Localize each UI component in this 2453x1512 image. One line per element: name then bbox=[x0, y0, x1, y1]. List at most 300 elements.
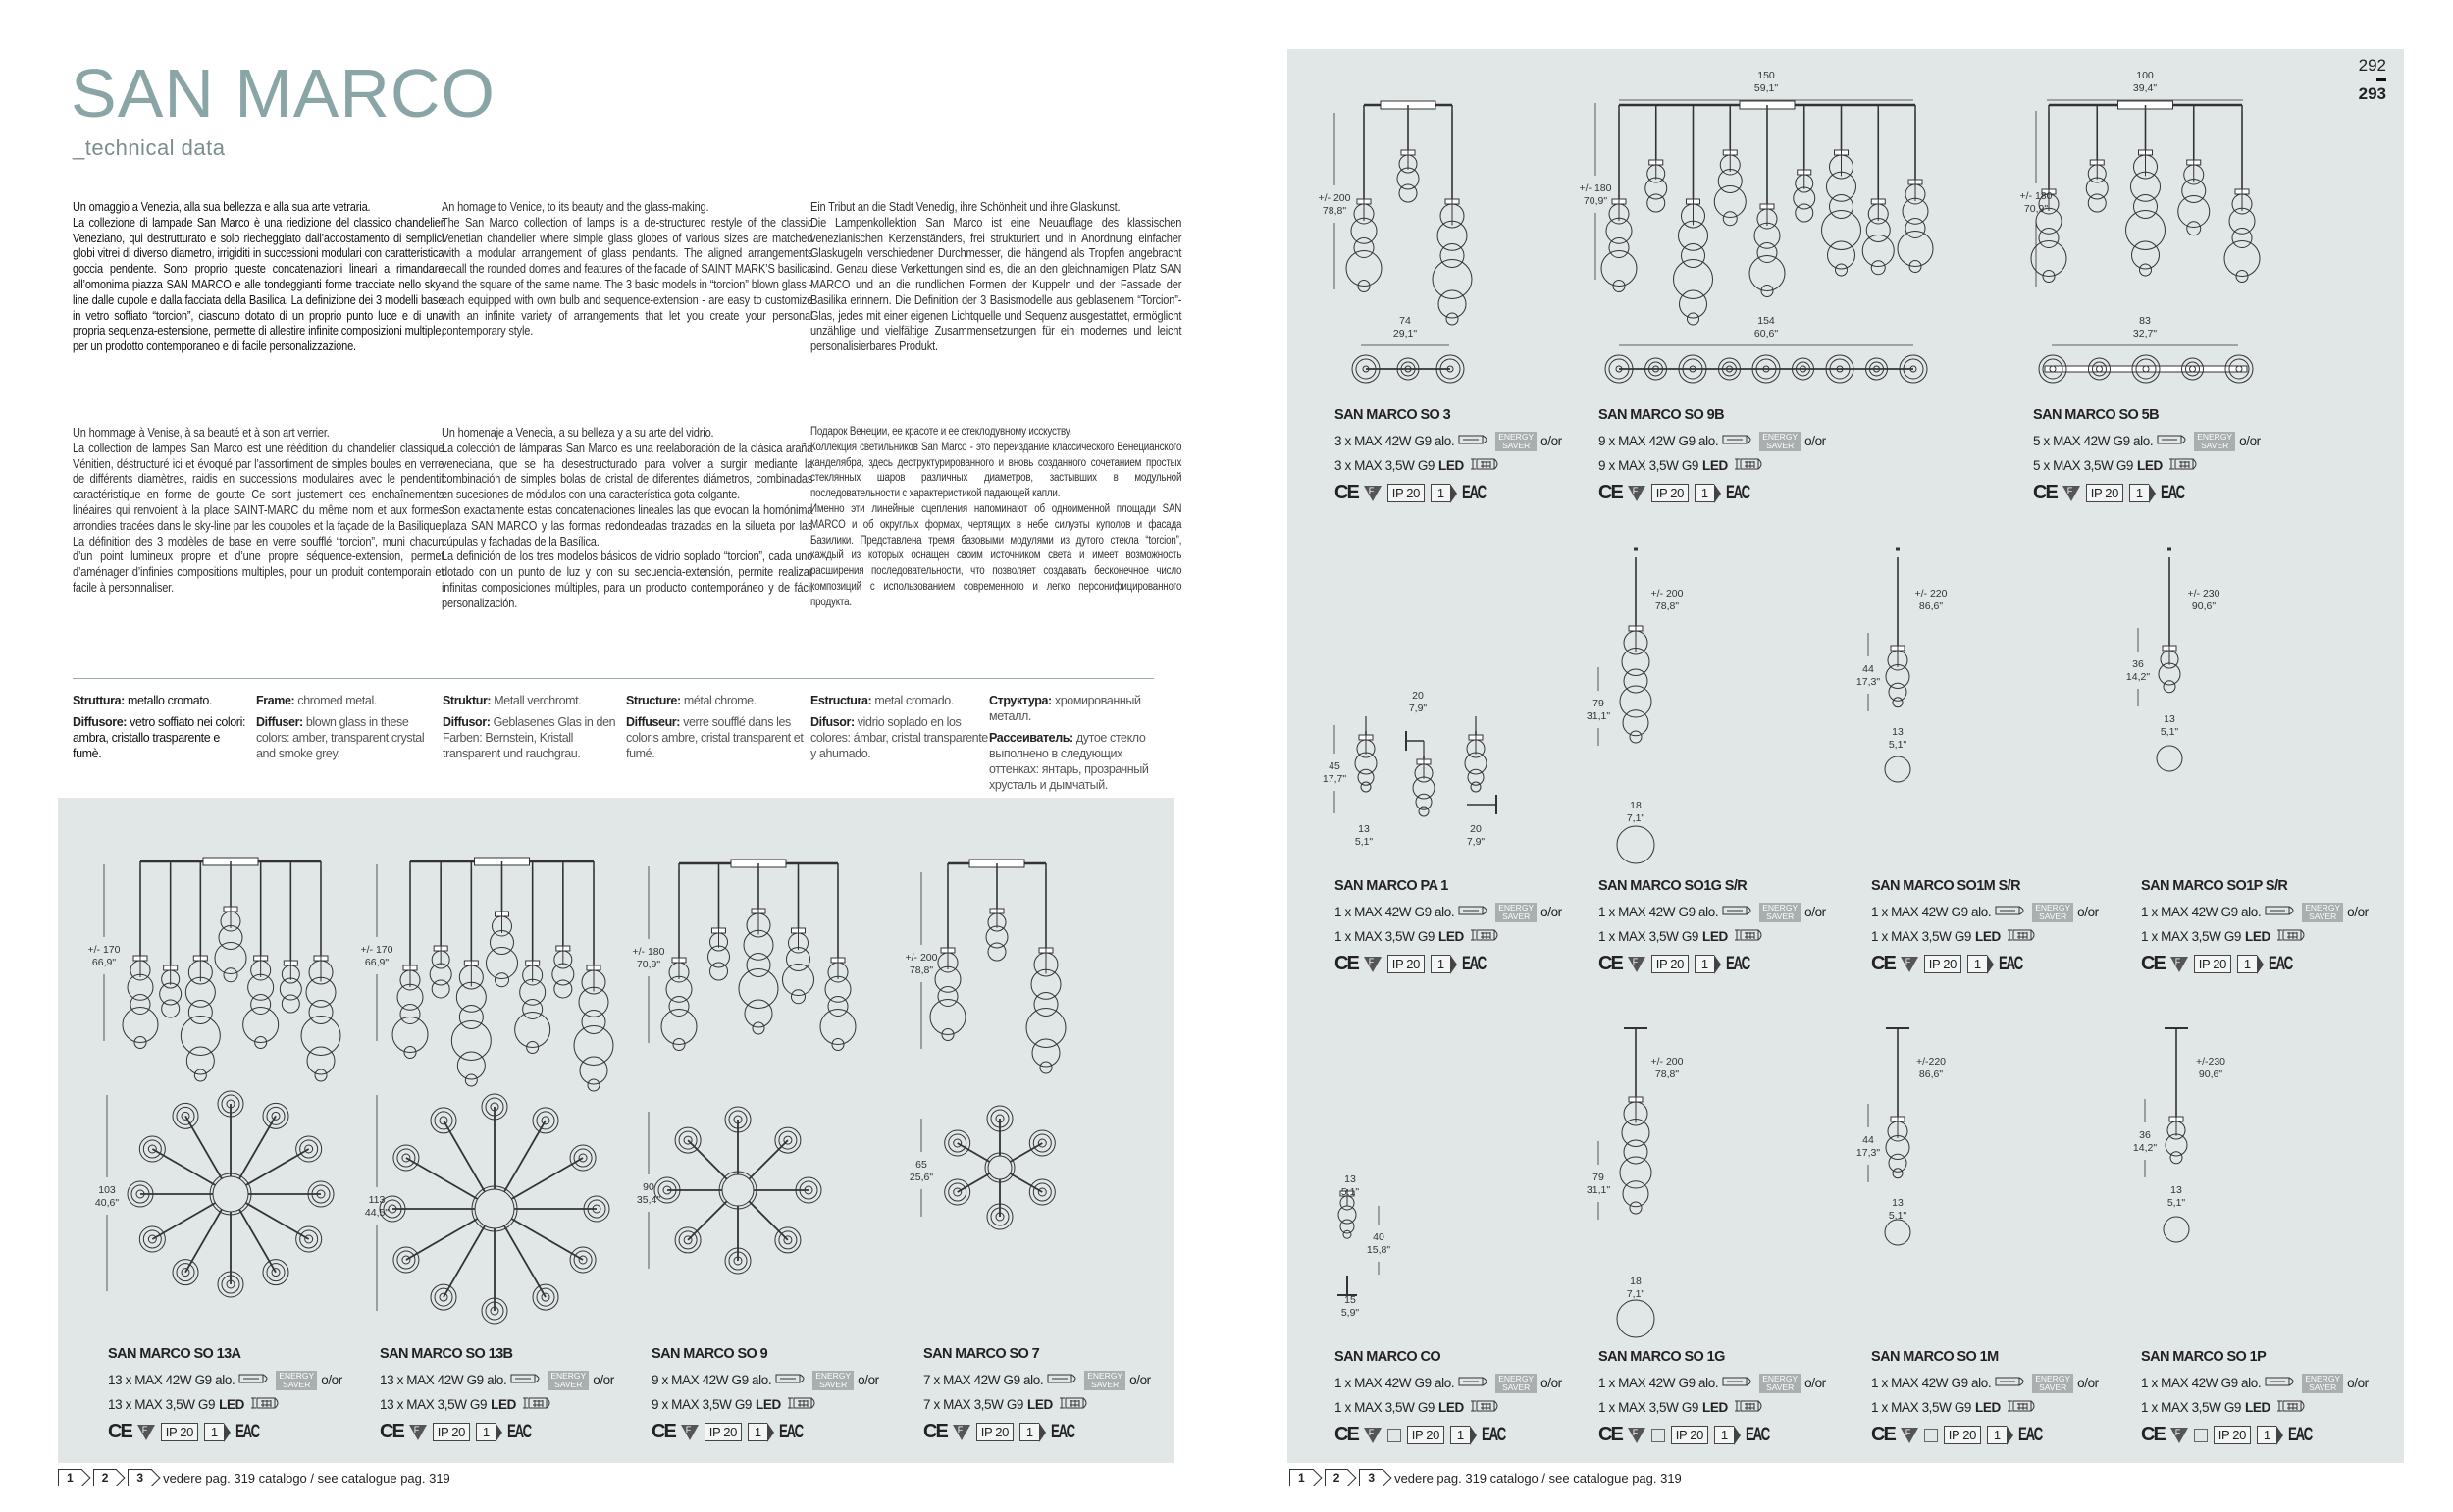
product-name: SAN MARCO SO1M S/R bbox=[1871, 878, 2020, 894]
dimension-inches: 5,1" bbox=[1888, 1210, 1907, 1222]
f-mark-text: F bbox=[1905, 956, 1910, 966]
eac-mark-icon: EAC bbox=[1481, 1424, 1505, 1445]
bottom-view-circle bbox=[1617, 826, 1654, 863]
energy-saver-badge bbox=[1084, 1371, 1125, 1390]
glass-bead bbox=[1905, 219, 1925, 238]
description-lead: Un omaggio a Venezia, alla sua bellezza e alla sua arte vetraria. bbox=[73, 199, 371, 214]
dimension-value: 83 bbox=[2139, 315, 2151, 327]
glass-bead bbox=[1796, 204, 1813, 222]
dimension-inches: 7,1" bbox=[1626, 812, 1645, 824]
badge-text: SAVER bbox=[1766, 440, 1795, 450]
f-mark-text: F bbox=[957, 1424, 963, 1434]
glass-bead bbox=[219, 926, 242, 950]
central-hub bbox=[472, 1186, 517, 1231]
or-label: o/or bbox=[1804, 434, 1826, 448]
product-name: SAN MARCO SO 1M bbox=[1871, 1349, 1999, 1365]
product-name: SAN MARCO SO 9 bbox=[652, 1346, 768, 1362]
ce-mark-icon: CE bbox=[1871, 953, 1895, 974]
glass-bead bbox=[552, 964, 574, 985]
insulation-class: 1 bbox=[1450, 1426, 1470, 1444]
dimension-inches: 86,6" bbox=[1918, 600, 1944, 612]
glass-bead bbox=[783, 965, 814, 996]
or-label: o/or bbox=[1540, 434, 1562, 448]
step-3: 3 bbox=[1359, 1469, 1383, 1486]
halogen-bulb-icon bbox=[1722, 434, 1755, 448]
glass-bead bbox=[1358, 769, 1374, 785]
ce-mark-icon: CE bbox=[108, 1421, 131, 1442]
led-label: LED bbox=[1702, 929, 1728, 944]
glass-bead bbox=[306, 977, 336, 1007]
dimension-inches: 86,6" bbox=[1918, 1069, 1944, 1080]
halogen-spec: 1 x MAX 42W G9 alo. bbox=[1334, 1376, 1455, 1390]
ce-mark-icon: CE bbox=[1334, 482, 1358, 503]
ce-mark-icon: CE bbox=[1598, 953, 1622, 974]
led-bulb-icon bbox=[1468, 928, 1501, 945]
product-spec bbox=[108, 1346, 373, 1443]
product-name: SAN MARCO PA 1 bbox=[1334, 878, 1448, 894]
f-mark-icon bbox=[409, 1425, 427, 1440]
description-lead: Un homenaje a Venecia, a su belleza y a su arte del vidrio. bbox=[442, 425, 714, 440]
product-name: SAN MARCO SO1G S/R bbox=[1598, 878, 1748, 894]
glass-bead bbox=[185, 977, 215, 1007]
material-value: métal chrome. bbox=[683, 694, 757, 707]
glass-bead bbox=[520, 979, 546, 1005]
energy-saver-badge bbox=[1495, 903, 1537, 922]
drawing-line bbox=[239, 1210, 276, 1273]
glass-bead bbox=[430, 964, 451, 985]
description-lead: Un hommage à Venise, à sa beauté et à son art verrier. bbox=[73, 425, 330, 440]
glass-bead bbox=[582, 1011, 605, 1034]
glass-bead bbox=[1903, 198, 1928, 224]
dimension-value: +/- 200 bbox=[1650, 588, 1684, 600]
product-spec bbox=[1334, 1349, 1599, 1446]
dimension-inches: 5,1" bbox=[1888, 739, 1907, 751]
halogen-spec: 13 x MAX 42W G9 alo. bbox=[108, 1373, 235, 1387]
energy-saver-badge bbox=[1495, 1374, 1537, 1393]
or-label: o/or bbox=[2347, 905, 2369, 919]
dimension-value: 13 bbox=[1892, 1197, 1904, 1209]
dimension-value: 20 bbox=[1412, 690, 1424, 702]
material-value: metal cromado. bbox=[874, 694, 954, 707]
insulation-class: 1 bbox=[2237, 955, 2257, 973]
insulation-class: 1 bbox=[1987, 1426, 2007, 1444]
material-value: Geblasenes Glas in den Farben: Bernstein, Kristall transparent und rauchgrau. bbox=[443, 715, 616, 760]
dimension-value: 74 bbox=[1399, 315, 1411, 327]
ce-mark-icon: CE bbox=[1334, 953, 1358, 974]
step-1: 1 bbox=[1289, 1469, 1314, 1486]
drawing-line bbox=[246, 1203, 309, 1239]
dimension-inches: 70,9" bbox=[1583, 195, 1608, 207]
drawing-line bbox=[246, 1149, 309, 1185]
material-label: Estructura: bbox=[810, 694, 872, 707]
glass-bead bbox=[828, 997, 848, 1017]
glass-bead bbox=[1032, 1039, 1060, 1067]
description-body: Коллекция светильников San Marco - это переиздание классического Венецианского канделябра, здесь деструктурированного и вновь созданного сочетанием простых стеклянных шаров различных диаметров, застывших в модульной последовательности с характеристикой падающей капли. bbox=[810, 441, 1182, 500]
glass-bead bbox=[2232, 229, 2252, 248]
glass-bead bbox=[1040, 1062, 1052, 1073]
material-label: Diffusor: bbox=[443, 715, 491, 729]
glass-bead bbox=[397, 984, 423, 1010]
central-hub bbox=[985, 1153, 1015, 1182]
glass-bead bbox=[1828, 241, 1855, 269]
glass-bead bbox=[579, 987, 608, 1017]
f-mark-text: F bbox=[1368, 956, 1374, 966]
glass-bead bbox=[1343, 1230, 1351, 1238]
halogen-spec: 1 x MAX 42W G9 alo. bbox=[1598, 1376, 1719, 1390]
dimension-inches: 60,6" bbox=[1753, 328, 1779, 339]
badge-text: ENERGY bbox=[1498, 902, 1535, 912]
dimension-inches: 44,5" bbox=[364, 1207, 390, 1219]
dimension-inches: 7,9" bbox=[1408, 703, 1428, 714]
glass-bead bbox=[181, 1017, 220, 1056]
glass-bead bbox=[753, 1022, 764, 1034]
glass-bead bbox=[2229, 208, 2255, 234]
footer-reference: vedere pag. 319 catalogo / see catalogue pag. 319 bbox=[163, 1470, 450, 1486]
glass-bead bbox=[128, 974, 153, 1000]
dimension-value: +/-220 bbox=[1915, 1056, 1947, 1068]
central-hub bbox=[475, 1189, 514, 1228]
led-label: LED bbox=[2245, 1400, 2270, 1415]
badge-text: SAVER bbox=[1766, 911, 1795, 921]
ip-rating: IP 20 bbox=[1387, 955, 1425, 973]
led-label: LED bbox=[1975, 929, 2001, 944]
eac-mark-icon: EAC bbox=[2017, 1424, 2042, 1445]
badge-text: ENERGY bbox=[1762, 902, 1799, 912]
led-bulb-icon bbox=[1732, 1399, 1765, 1416]
drawing-line bbox=[152, 1203, 215, 1239]
glass-bead bbox=[451, 1021, 491, 1061]
glass-bead bbox=[280, 978, 301, 1000]
led-bulb-icon bbox=[785, 1396, 818, 1413]
ip-rating: IP 20 bbox=[2214, 1426, 2251, 1444]
material-label: Diffusore: bbox=[73, 715, 128, 729]
glass-bead bbox=[1680, 290, 1707, 318]
glass-bead bbox=[457, 1052, 485, 1079]
eac-mark-icon: EAC bbox=[1998, 953, 2022, 974]
dimension-value: +/- 200 bbox=[1318, 192, 1351, 204]
glass-bead bbox=[194, 1069, 206, 1081]
glass-bead bbox=[1622, 1120, 1649, 1147]
glass-bead bbox=[554, 980, 572, 998]
step-1: 1 bbox=[58, 1469, 82, 1486]
glass-bead bbox=[708, 946, 730, 967]
dimension-inches: 40,6" bbox=[94, 1197, 120, 1209]
glass-bead bbox=[1836, 264, 1848, 276]
dimension-inches: 14,2" bbox=[2132, 1142, 2158, 1154]
halogen-bulb-icon bbox=[1047, 1373, 1080, 1387]
glass-bead bbox=[1620, 1157, 1651, 1188]
badge-text: SAVER bbox=[554, 1379, 583, 1389]
glass-bead bbox=[1794, 187, 1815, 209]
led-bulb-icon bbox=[2166, 457, 2200, 474]
led-spec: 1 x MAX 3,5W G9 bbox=[1334, 929, 1435, 944]
glass-bead bbox=[1601, 251, 1637, 287]
halogen-spec: 7 x MAX 42W G9 alo. bbox=[923, 1373, 1044, 1387]
glass-bead bbox=[1624, 669, 1647, 693]
dimension-value: 13 bbox=[2164, 713, 2175, 725]
badge-text: ENERGY bbox=[1762, 1373, 1799, 1383]
dimension-inches: 25,6" bbox=[909, 1172, 934, 1183]
dimension-value: 18 bbox=[1630, 800, 1642, 811]
material-value: Metall verchromt. bbox=[494, 694, 582, 707]
product-spec bbox=[1334, 407, 1599, 504]
product-name: SAN MARCO SO 1G bbox=[1598, 1349, 1725, 1365]
led-label: LED bbox=[2245, 929, 2270, 944]
glass-bead bbox=[130, 995, 150, 1015]
halogen-spec: 1 x MAX 42W G9 alo. bbox=[1871, 1376, 1992, 1390]
glass-bead bbox=[1830, 195, 1853, 219]
dimension-value: 65 bbox=[915, 1159, 927, 1171]
step-3: 3 bbox=[128, 1469, 152, 1486]
led-spec: 9 x MAX 3,5W G9 bbox=[1598, 458, 1699, 473]
badge-text: SAVER bbox=[1502, 440, 1531, 450]
eac-mark-icon: EAC bbox=[1050, 1421, 1074, 1442]
glass-bead bbox=[1674, 260, 1713, 299]
badge-text: ENERGY bbox=[2197, 431, 2233, 442]
insulation-class: 1 bbox=[748, 1423, 767, 1441]
product-name: SAN MARCO SO 3 bbox=[1334, 407, 1451, 423]
eac-mark-icon: EAC bbox=[1745, 1424, 1769, 1445]
f-mark-text: F bbox=[141, 1424, 147, 1434]
glass-bead bbox=[787, 948, 810, 971]
glass-bead bbox=[739, 969, 778, 1009]
glass-bead bbox=[666, 976, 692, 1002]
glass-bead bbox=[2140, 264, 2152, 276]
glass-bead bbox=[1630, 731, 1642, 743]
insulation-class: 1 bbox=[2257, 1426, 2276, 1444]
glass-bead bbox=[2131, 172, 2161, 201]
badge-text: ENERGY bbox=[1498, 431, 1535, 442]
led-bulb-icon bbox=[1057, 1396, 1090, 1413]
drawing-line bbox=[152, 1149, 215, 1185]
dimension-inches: 7,1" bbox=[1626, 1288, 1645, 1300]
glass-bead bbox=[1714, 186, 1746, 218]
glass-bead bbox=[1433, 260, 1472, 299]
glass-bead bbox=[523, 1000, 543, 1019]
eac-mark-icon: EAC bbox=[235, 1421, 259, 1442]
drawing-line bbox=[185, 1116, 222, 1178]
glass-bead bbox=[1031, 969, 1061, 999]
glass-bead bbox=[669, 997, 689, 1017]
insulation-class: 1 bbox=[1967, 955, 1987, 973]
halogen-spec: 1 x MAX 42W G9 alo. bbox=[1334, 905, 1455, 919]
ip-rating: IP 20 bbox=[1651, 955, 1689, 973]
energy-saver-badge bbox=[1759, 1374, 1801, 1393]
footer-reference: vedere pag. 319 catalogo / see catalogue pag. 319 bbox=[1394, 1470, 1682, 1486]
glass-bead bbox=[2132, 241, 2160, 269]
f-mark-icon bbox=[2062, 486, 2080, 501]
glass-bead bbox=[465, 1074, 477, 1086]
badge-text: SAVER bbox=[2309, 911, 2337, 921]
glass-bead bbox=[1682, 244, 1705, 268]
glass-bead bbox=[282, 995, 299, 1013]
glass-bead bbox=[1871, 261, 1885, 275]
material-label: Diffuseur: bbox=[626, 715, 681, 729]
f-mark-icon bbox=[1628, 1428, 1645, 1443]
glass-bead bbox=[491, 931, 514, 955]
badge-text: SAVER bbox=[2309, 1382, 2337, 1392]
glass-bead bbox=[1718, 170, 1742, 193]
led-spec: 7 x MAX 3,5W G9 bbox=[923, 1397, 1024, 1412]
description-body: La collezione di lampade San Marco è una riedizione del classico chandelier Veneziano, qui destrutturato e solo riecheggiato dall’accostamento di semplici globi vitrei di diverso diametro, irrigiditi in successioni modulari con caratteristica goccia pendente. Sono proprio queste concatenazioni lineari a rimandare all’omonima piazza SAN MARCO e alle tondeggianti forme tracciate nello sky-line dalle cupole e dalla facciata della Basilica. La definizione dei 3 modelli base in vetro soffiato “torcion”, ciascuno dotato di un proprio punto luce e di una propria sequenza-estensione, permette di allestire infinite composizioni multiple, per un prodotto contemporaneo e di facile personalizzazione. bbox=[73, 214, 444, 354]
glass-bead bbox=[2134, 195, 2158, 219]
f-mark-text: F bbox=[2174, 1427, 2180, 1437]
dimension-value: 13 bbox=[1344, 1173, 1356, 1185]
glass-bead bbox=[1340, 1220, 1354, 1233]
glass-bead bbox=[2088, 194, 2106, 212]
description-body: The San Marco collection of lamps is a de-structured restyle of the classic Venetian chandelier where simple glass globes of various sizes are matched with a modular arrangement of glass pendants. The aligned arrangements recall the rounded domes and features of the facade of SAINT MARK’S basilica and the square of the same name. The 3 basic models in “torcion” blown glass - each equipped with own bulb and sequence-extension - are easy to customize with an infinite variety of arrangements that let you create your personal contemporary style. bbox=[442, 214, 813, 339]
class-ii-square-icon bbox=[2194, 1429, 2208, 1442]
f-mark-icon bbox=[1364, 486, 1382, 501]
led-label: LED bbox=[1438, 929, 1464, 944]
halogen-spec: 9 x MAX 42W G9 alo. bbox=[652, 1373, 772, 1387]
glass-bead bbox=[574, 1026, 613, 1066]
eac-mark-icon: EAC bbox=[2268, 953, 2292, 974]
f-mark-icon bbox=[1628, 486, 1645, 501]
glass-bead bbox=[1886, 1136, 1909, 1160]
badge-text: ENERGY bbox=[550, 1370, 587, 1381]
halogen-bulb-icon bbox=[1458, 434, 1491, 448]
dimension-value: +/- 200 bbox=[1650, 1056, 1684, 1068]
dimension-value: 154 bbox=[1757, 315, 1775, 327]
product-name: SAN MARCO SO 7 bbox=[923, 1346, 1040, 1362]
halogen-bulb-icon bbox=[2265, 1376, 2298, 1390]
dimension-inches: 66,9" bbox=[364, 957, 390, 968]
dimension-value: 150 bbox=[1757, 70, 1775, 81]
f-mark-icon bbox=[2170, 1428, 2188, 1443]
eac-mark-icon: EAC bbox=[778, 1421, 803, 1442]
energy-saver-badge bbox=[2032, 903, 2073, 922]
energy-saver-badge bbox=[2302, 903, 2343, 922]
halogen-bulb-icon bbox=[2157, 434, 2190, 448]
description-lead: Ein Tribut an die Stadt Venedig, ihre Schönheit und ihre Glaskunst. bbox=[810, 199, 1121, 214]
material-label: Структура: bbox=[989, 694, 1052, 707]
glass-bead bbox=[2159, 663, 2180, 685]
halogen-bulb-icon bbox=[1995, 905, 2028, 919]
insulation-class: 1 bbox=[476, 1423, 496, 1441]
step-2: 2 bbox=[1325, 1469, 1349, 1486]
product-spec bbox=[2033, 407, 2298, 504]
eac-mark-icon: EAC bbox=[2287, 1424, 2312, 1445]
halogen-spec: 1 x MAX 42W G9 alo. bbox=[1871, 905, 1992, 919]
insulation-class: 1 bbox=[1431, 955, 1450, 973]
glass-bead bbox=[459, 1006, 483, 1029]
badge-text: SAVER bbox=[1502, 911, 1531, 921]
badge-text: ENERGY bbox=[2305, 902, 2341, 912]
f-mark-icon bbox=[1628, 957, 1645, 972]
led-label: LED bbox=[2137, 458, 2163, 473]
glass-bead bbox=[1886, 665, 1909, 689]
badge-text: ENERGY bbox=[2035, 902, 2071, 912]
product-name: SAN MARCO SO1P S/R bbox=[2141, 878, 2288, 894]
drawing-line bbox=[958, 1173, 990, 1192]
or-label: o/or bbox=[1804, 905, 1826, 919]
dimension-inches: 15,8" bbox=[1366, 1244, 1391, 1256]
energy-saver-badge bbox=[276, 1371, 317, 1390]
energy-saver-badge bbox=[1759, 903, 1801, 922]
product-spec bbox=[1334, 878, 1599, 975]
page-subtitle: _technical data bbox=[73, 135, 226, 160]
dimension-value: 36 bbox=[2132, 658, 2144, 670]
glass-bead bbox=[2187, 222, 2201, 235]
bottom-view-circle bbox=[1885, 756, 1910, 782]
glass-bead bbox=[309, 1001, 333, 1024]
drawing-line bbox=[239, 1116, 276, 1178]
glass-bead bbox=[188, 1001, 212, 1024]
ce-mark-icon: CE bbox=[652, 1421, 675, 1442]
glass-bead bbox=[2126, 211, 2166, 250]
badge-text: ENERGY bbox=[1498, 1373, 1535, 1383]
glass-bead bbox=[1893, 1169, 1903, 1178]
glass-bead bbox=[1866, 219, 1890, 242]
glass-bead bbox=[1034, 993, 1058, 1017]
drawing-line bbox=[749, 1201, 788, 1240]
energy-saver-badge bbox=[548, 1371, 589, 1390]
led-spec: 1 x MAX 3,5W G9 bbox=[1871, 929, 1972, 944]
dimension-value: 20 bbox=[1470, 823, 1482, 835]
glass-bead bbox=[938, 987, 958, 1007]
dimension-value: +/- 170 bbox=[87, 944, 121, 956]
led-label: LED bbox=[491, 1397, 516, 1412]
badge-text: SAVER bbox=[2039, 1382, 2067, 1392]
halogen-bulb-icon bbox=[1722, 905, 1755, 919]
halogen-spec: 1 x MAX 42W G9 alo. bbox=[2141, 1376, 2262, 1390]
description-body: La definición de los tres modelos básicos de vidrio soplado “torcion”, cada uno dotado con un punto de luz y con su secuencia-extensión, permite realizar infinitas composiciones múltiples, para un producto contemporáneo y de fácil personalización. bbox=[442, 548, 813, 610]
description-body: La colección de lámparas San Marco es una reelaboración de la clásica araña veneciana, que se ha desestructurado para volver a surgir mediante la combinación de simples bolas de cristal de diferentes diámetros, combinadas en sucesiones de módulos con una característica gota colgante. bbox=[442, 440, 813, 502]
bottom-view-circle bbox=[2157, 746, 2182, 771]
product-spec bbox=[1871, 878, 2136, 975]
f-mark-icon bbox=[1901, 1428, 1918, 1443]
insulation-class: 1 bbox=[1714, 1426, 1734, 1444]
material-label: Diffuser: bbox=[256, 715, 303, 729]
drawing-line bbox=[749, 1140, 788, 1179]
insulation-class: 1 bbox=[1431, 484, 1450, 502]
glass-bead bbox=[1630, 1202, 1642, 1214]
energy-saver-badge bbox=[2194, 432, 2235, 451]
led-spec: 13 x MAX 3,5W G9 bbox=[108, 1397, 216, 1412]
bottom-view-circle bbox=[1617, 1300, 1654, 1337]
or-label: o/or bbox=[1540, 1376, 1562, 1390]
glass-bead bbox=[1620, 686, 1651, 717]
glass-bead bbox=[710, 963, 728, 980]
glass-bead bbox=[935, 966, 961, 992]
rail-top-view bbox=[2045, 366, 2247, 372]
energy-saver-badge bbox=[1495, 432, 1537, 451]
glass-bead bbox=[1465, 753, 1487, 774]
class-ii-square-icon bbox=[1924, 1429, 1938, 1442]
glass-bead bbox=[1397, 168, 1419, 189]
glass-bead bbox=[1026, 1009, 1066, 1048]
glass-bead bbox=[1624, 1140, 1647, 1164]
dimension-inches: 31,1" bbox=[1586, 710, 1611, 722]
eac-mark-icon: EAC bbox=[2160, 482, 2184, 503]
dimension-inches: 5,1" bbox=[2166, 1197, 2186, 1209]
product-spec bbox=[1871, 1349, 2136, 1446]
description-lead: An homage to Venice, to its beauty and the glass-making. bbox=[442, 199, 709, 214]
glass-bead bbox=[1416, 794, 1432, 809]
glass-bead bbox=[1688, 313, 1699, 325]
material-label: Structure: bbox=[626, 694, 681, 707]
material-value: verre soufflé dans les coloris ambre, cristal transparent et fumé. bbox=[626, 715, 804, 760]
drawing-line bbox=[1010, 1173, 1042, 1192]
led-spec: 1 x MAX 3,5W G9 bbox=[1598, 1400, 1699, 1415]
dimension-inches: 31,1" bbox=[1586, 1184, 1611, 1196]
glass-bead bbox=[2166, 1134, 2187, 1156]
eac-mark-icon: EAC bbox=[1725, 482, 1749, 503]
dimension-value: 15 bbox=[1344, 1294, 1356, 1306]
glass-bead bbox=[162, 1000, 180, 1017]
dimension-value: +/- 170 bbox=[360, 944, 393, 956]
